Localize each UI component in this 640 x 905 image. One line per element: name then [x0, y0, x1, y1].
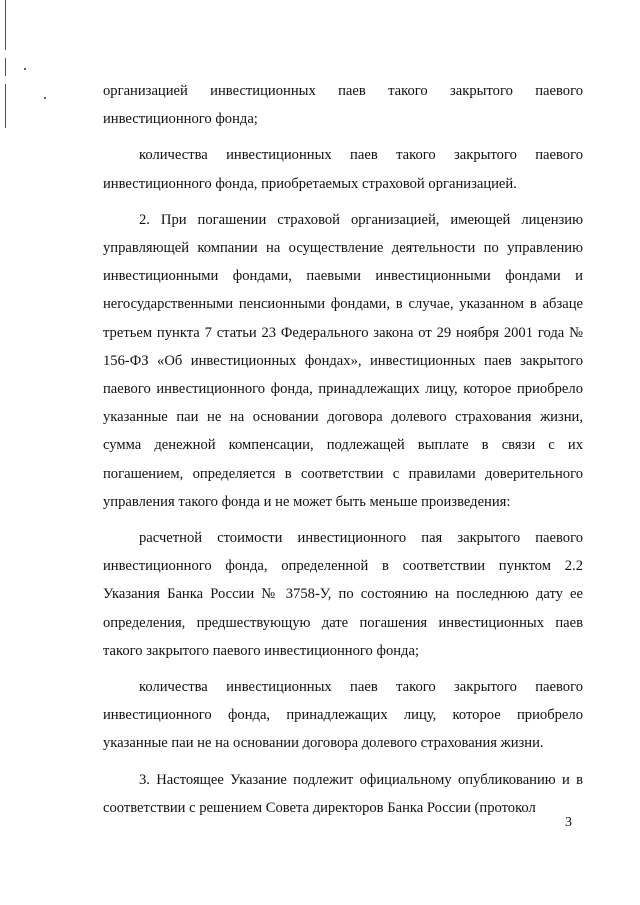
paragraph: расчетной стоимости инвестиционного пая закрытого паевого инвестиционного фонда, определенной в соответствии пунктом 2.2 Указания Банка России № 3758-У, по состоянию на последнюю дату ее определения, предшествующую дате погашения инвестиционных паев такого закрытого паевого инвестиционного фонда; [103, 530, 583, 659]
scan-edge-mark [5, 84, 6, 128]
scan-edge-mark [5, 58, 6, 76]
scan-speck [24, 68, 26, 70]
paragraph: количества инвестиционных паев такого закрытого паевого инвестиционного фонда, приобретаемых страховой организацией. [103, 147, 583, 192]
paragraph-item-3: 3. Настоящее Указание подлежит официальному опубликованию и в соответствии с решением Совета директоров Банка России (протокол [103, 771, 583, 816]
paragraph: количества инвестиционных паев такого закрытого паевого инвестиционного фонда, принадлежащих лицу, которое приобрело указанные паи не на основании договора долевого страхования жизни. [103, 679, 583, 752]
paragraph-item-2: 2. При погашении страховой организацией, имеющей лицензию управляющей компании на осуществление деятельности по управлению инвестиционными фондами, паевыми инвестиционными фондами и негосударственными пенсионными фондами, в случае, указанном в абзаце третьем пункта 7 статьи 23 Федерального закона от 29 ноября 2001 года № 156-ФЗ «Об инвестиционных фондах», инвестиционных паев закрытого паевого инвестиционного фонда, принадлежащих лицу, которое приобрело указанные паи не на основании договора долевого страхования жизни, сумма денежной компенсации, подлежащей выплате в связи с их погашением, определяется в соответствии с правилами доверительного управления такого фонда и не может быть меньше произведения: [103, 211, 583, 510]
paragraph-continuation: организацией инвестиционных паев такого закрытого паевого инвестиционного фонда; [103, 83, 583, 128]
document-body [103, 77, 583, 822]
page-number: 3 [565, 815, 572, 830]
scan-edge-mark [5, 0, 6, 50]
scan-speck [44, 97, 46, 99]
